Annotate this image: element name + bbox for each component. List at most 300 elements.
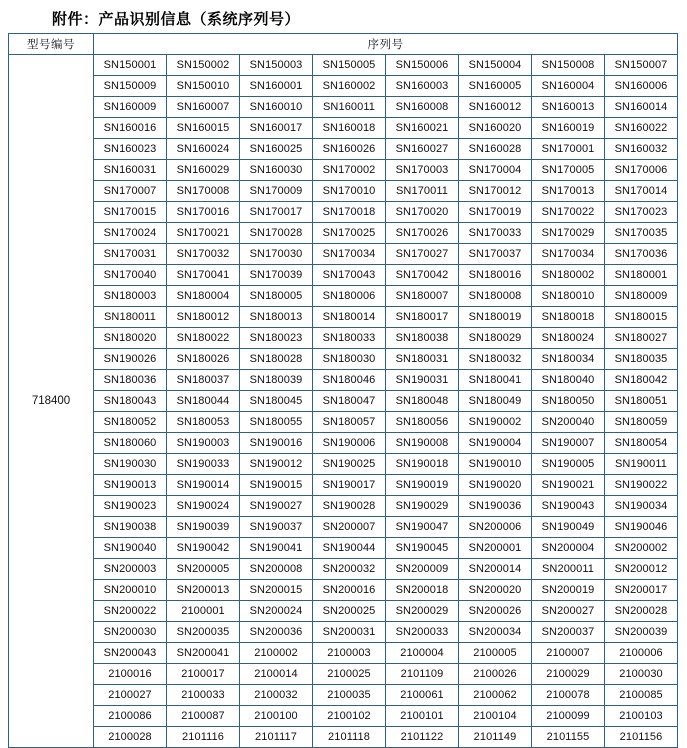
serial-number-cell: SN170012: [459, 181, 532, 202]
serial-number-cell: SN180044: [167, 391, 240, 412]
serial-number-cell: SN180051: [605, 391, 678, 412]
serial-number-cell: SN200014: [459, 559, 532, 580]
serial-number-cell: SN170017: [240, 202, 313, 223]
serial-number-cell: SN170034: [532, 244, 605, 265]
serial-number-cell: SN200011: [532, 559, 605, 580]
serial-number-cell: 2100087: [167, 706, 240, 727]
serial-number-cell: SN170019: [459, 202, 532, 223]
serial-number-cell: SN180016: [459, 265, 532, 286]
serial-number-cell: 2100030: [605, 664, 678, 685]
serial-number-cell: SN160026: [313, 139, 386, 160]
serial-number-cell: SN180038: [386, 328, 459, 349]
serial-number-cell: SN150008: [532, 55, 605, 76]
serial-number-cell: SN190007: [532, 433, 605, 454]
serial-number-cell: SN190049: [532, 517, 605, 538]
table-row: [9, 328, 678, 349]
serial-number-cell: SN160010: [240, 97, 313, 118]
serial-number-cell: 2100004: [386, 643, 459, 664]
serial-number-cell: SN190002: [459, 412, 532, 433]
serial-number-cell: 2101122: [386, 727, 459, 748]
serial-number-cell: SN180055: [240, 412, 313, 433]
serial-number-cell: 2100062: [459, 685, 532, 706]
serial-number-cell: SN190019: [386, 475, 459, 496]
serial-number-cell: SN160008: [386, 97, 459, 118]
serial-number-cell: SN180050: [532, 391, 605, 412]
serial-number-cell: SN200032: [313, 559, 386, 580]
serial-number-cell: SN180003: [94, 286, 167, 307]
serial-number-cell: SN190014: [167, 475, 240, 496]
serial-number-cell: SN190013: [94, 475, 167, 496]
serial-number-cell: 2100101: [386, 706, 459, 727]
serial-number-cell: SN160017: [240, 118, 313, 139]
serial-number-cell: SN170018: [313, 202, 386, 223]
serial-number-cell: SN200016: [313, 580, 386, 601]
serial-number-cell: SN160007: [167, 97, 240, 118]
serial-number-cell: SN200027: [532, 601, 605, 622]
serial-number-cell: SN180056: [386, 412, 459, 433]
serial-number-cell: SN180020: [94, 328, 167, 349]
table-row: [9, 412, 678, 433]
serial-number-cell: 2100017: [167, 664, 240, 685]
serial-number-cell: SN190017: [313, 475, 386, 496]
serial-number-cell: SN170028: [240, 223, 313, 244]
serial-number-cell: SN160015: [167, 118, 240, 139]
table-row: [9, 55, 678, 76]
serial-number-cell: SN160014: [605, 97, 678, 118]
serial-number-cell: SN180040: [532, 370, 605, 391]
serial-number-cell: 2100028: [94, 727, 167, 748]
serial-number-cell: SN200007: [313, 517, 386, 538]
serial-number-cell: SN180052: [94, 412, 167, 433]
serial-number-cell: 2101155: [532, 727, 605, 748]
table-row: [9, 559, 678, 580]
serial-number-cell: SN180043: [94, 391, 167, 412]
serial-number-cell: SN180053: [167, 412, 240, 433]
serial-number-cell: SN170016: [167, 202, 240, 223]
serial-number-cell: SN180046: [313, 370, 386, 391]
table-row: [9, 181, 678, 202]
serial-number-cell: SN180012: [167, 307, 240, 328]
serial-number-cell: SN170008: [167, 181, 240, 202]
serial-number-cell: SN180033: [313, 328, 386, 349]
serial-number-cell: SN180002: [532, 265, 605, 286]
serial-number-cell: 2100016: [94, 664, 167, 685]
serial-number-cell: 2100029: [532, 664, 605, 685]
serial-number-cell: SN180057: [313, 412, 386, 433]
serial-number-cell: SN170036: [605, 244, 678, 265]
table-row: [9, 517, 678, 538]
serial-number-cell: SN180049: [459, 391, 532, 412]
serial-number-cell: SN170021: [167, 223, 240, 244]
serial-number-cell: SN150009: [94, 76, 167, 97]
serial-number-cell: SN170023: [605, 202, 678, 223]
table-row: [9, 202, 678, 223]
serial-number-cell: SN200001: [459, 538, 532, 559]
column-header-serial: 序列号: [94, 34, 678, 55]
serial-number-cell: SN170002: [313, 160, 386, 181]
table-row: [9, 475, 678, 496]
table-header-row: [9, 34, 678, 55]
table-header: [9, 34, 678, 55]
serial-number-cell: SN170003: [386, 160, 459, 181]
serial-number-cell: SN190029: [386, 496, 459, 517]
serial-number-cell: SN200009: [386, 559, 459, 580]
serial-number-cell: 2100102: [313, 706, 386, 727]
serial-number-cell: SN170024: [94, 223, 167, 244]
serial-number-cell: SN200040: [532, 412, 605, 433]
serial-number-cell: SN190040: [94, 538, 167, 559]
serial-number-cell: SN200019: [532, 580, 605, 601]
table-row: [9, 433, 678, 454]
serial-number-cell: SN160003: [386, 76, 459, 97]
serial-number-cell: SN170039: [240, 265, 313, 286]
serial-number-cell: SN190016: [240, 433, 313, 454]
serial-number-cell: SN200037: [532, 622, 605, 643]
serial-number-cell: 2100014: [240, 664, 313, 685]
serial-number-cell: SN160030: [240, 160, 313, 181]
serial-number-cell: SN200008: [240, 559, 313, 580]
column-header-model: 型号编号: [9, 34, 94, 55]
serial-number-cell: SN180018: [532, 307, 605, 328]
serial-number-cell: SN180008: [459, 286, 532, 307]
table-row: [9, 370, 678, 391]
serial-number-cell: SN200013: [167, 580, 240, 601]
serial-number-cell: SN180037: [167, 370, 240, 391]
serial-number-cell: SN200020: [459, 580, 532, 601]
table-row: [9, 244, 678, 265]
serial-number-cell: SN190045: [386, 538, 459, 559]
serial-number-cell: SN170022: [532, 202, 605, 223]
table-row: [9, 601, 678, 622]
serial-number-cell: 2101109: [386, 664, 459, 685]
serial-number-cell: SN170040: [94, 265, 167, 286]
serial-number-cell: SN160021: [386, 118, 459, 139]
serial-number-cell: SN200003: [94, 559, 167, 580]
serial-number-cell: SN160023: [94, 139, 167, 160]
serial-number-cell: SN180042: [605, 370, 678, 391]
serial-number-cell: SN150006: [386, 55, 459, 76]
serial-number-cell: SN160009: [94, 97, 167, 118]
serial-number-cell: SN190022: [605, 475, 678, 496]
serial-number-cell: SN160018: [313, 118, 386, 139]
serial-number-cell: SN170041: [167, 265, 240, 286]
serial-number-cell: 2101116: [167, 727, 240, 748]
serial-number-cell: SN160002: [313, 76, 386, 97]
table-row: [9, 454, 678, 475]
serial-number-cell: SN190047: [386, 517, 459, 538]
serial-number-cell: SN190041: [240, 538, 313, 559]
serial-number-cell: SN170043: [313, 265, 386, 286]
serial-number-cell: SN160024: [167, 139, 240, 160]
serial-number-cell: SN190008: [386, 433, 459, 454]
serial-number-cell: 2100003: [313, 643, 386, 664]
serial-number-cell: SN170010: [313, 181, 386, 202]
serial-number-cell: SN160020: [459, 118, 532, 139]
serial-number-cell: SN180060: [94, 433, 167, 454]
serial-number-cell: SN150003: [240, 55, 313, 76]
serial-number-cell: 2101149: [459, 727, 532, 748]
table-row: [9, 706, 678, 727]
serial-number-cell: SN190026: [94, 349, 167, 370]
serial-number-cell: SN180031: [386, 349, 459, 370]
serial-number-cell: 2100103: [605, 706, 678, 727]
serial-number-cell: SN170007: [94, 181, 167, 202]
serial-number-cell: SN180047: [313, 391, 386, 412]
serial-number-cell: 2100002: [240, 643, 313, 664]
table-row: [9, 391, 678, 412]
serial-number-cell: SN190037: [240, 517, 313, 538]
table-row: [9, 97, 678, 118]
serial-number-cell: SN190028: [313, 496, 386, 517]
serial-number-cell: SN170011: [386, 181, 459, 202]
serial-number-cell: SN180019: [459, 307, 532, 328]
serial-number-cell: 2100001: [167, 601, 240, 622]
serial-number-cell: SN170006: [605, 160, 678, 181]
serial-number-cell: SN180004: [167, 286, 240, 307]
serial-number-cell: SN170031: [94, 244, 167, 265]
table-row: [9, 685, 678, 706]
serial-number-table: [8, 33, 678, 748]
serial-number-cell: SN150007: [605, 55, 678, 76]
serial-number-cell: SN180014: [313, 307, 386, 328]
serial-number-cell: SN170034: [313, 244, 386, 265]
serial-number-cell: SN190024: [167, 496, 240, 517]
serial-number-cell: SN200033: [386, 622, 459, 643]
serial-number-cell: SN170013: [532, 181, 605, 202]
serial-number-cell: SN200030: [94, 622, 167, 643]
serial-number-cell: SN190031: [386, 370, 459, 391]
serial-number-cell: SN180007: [386, 286, 459, 307]
serial-number-cell: SN180036: [94, 370, 167, 391]
serial-number-cell: SN190011: [605, 454, 678, 475]
table-body: [9, 55, 678, 748]
serial-number-cell: SN160013: [532, 97, 605, 118]
serial-number-cell: SN160016: [94, 118, 167, 139]
serial-number-cell: SN190018: [386, 454, 459, 475]
serial-number-cell: SN180011: [94, 307, 167, 328]
table-row: [9, 727, 678, 748]
serial-number-cell: SN190003: [167, 433, 240, 454]
serial-number-cell: SN170030: [240, 244, 313, 265]
serial-number-cell: SN200024: [240, 601, 313, 622]
serial-number-cell: SN170005: [532, 160, 605, 181]
serial-number-cell: SN190020: [459, 475, 532, 496]
serial-number-cell: 2100006: [605, 643, 678, 664]
serial-number-cell: SN200034: [459, 622, 532, 643]
serial-number-cell: SN190043: [532, 496, 605, 517]
serial-number-cell: SN200004: [532, 538, 605, 559]
serial-number-cell: SN190036: [459, 496, 532, 517]
serial-number-cell: SN160027: [386, 139, 459, 160]
serial-number-cell: SN150004: [459, 55, 532, 76]
serial-number-cell: SN170029: [532, 223, 605, 244]
serial-number-cell: 2100085: [605, 685, 678, 706]
serial-number-cell: SN180017: [386, 307, 459, 328]
table-row: [9, 139, 678, 160]
serial-number-cell: SN180024: [532, 328, 605, 349]
serial-number-cell: SN200025: [313, 601, 386, 622]
serial-number-cell: SN150001: [94, 55, 167, 76]
serial-number-cell: SN200015: [240, 580, 313, 601]
serial-number-cell: SN160001: [240, 76, 313, 97]
serial-number-cell: SN170042: [386, 265, 459, 286]
serial-number-cell: 2100027: [94, 685, 167, 706]
serial-number-cell: SN170033: [459, 223, 532, 244]
serial-number-cell: SN150010: [167, 76, 240, 97]
serial-number-cell: 2100005: [459, 643, 532, 664]
table-row: [9, 265, 678, 286]
serial-number-cell: SN170025: [313, 223, 386, 244]
serial-number-cell: SN160022: [605, 118, 678, 139]
serial-number-cell: SN180027: [605, 328, 678, 349]
serial-number-cell: SN180006: [313, 286, 386, 307]
serial-number-cell: 2100033: [167, 685, 240, 706]
serial-number-cell: SN170015: [94, 202, 167, 223]
serial-number-cell: SN190027: [240, 496, 313, 517]
serial-number-cell: SN160032: [605, 139, 678, 160]
serial-number-cell: SN150005: [313, 55, 386, 76]
serial-number-cell: SN160005: [459, 76, 532, 97]
serial-number-cell: SN180034: [532, 349, 605, 370]
serial-number-cell: SN190012: [240, 454, 313, 475]
serial-number-cell: SN190025: [313, 454, 386, 475]
table-row: [9, 118, 678, 139]
serial-number-cell: SN160029: [167, 160, 240, 181]
serial-number-cell: SN180023: [240, 328, 313, 349]
serial-number-cell: SN170037: [459, 244, 532, 265]
table-row: [9, 496, 678, 517]
serial-number-cell: 2100061: [386, 685, 459, 706]
serial-number-cell: SN180028: [240, 349, 313, 370]
serial-number-cell: SN170035: [605, 223, 678, 244]
serial-number-cell: SN180054: [605, 433, 678, 454]
serial-number-cell: SN180022: [167, 328, 240, 349]
serial-number-cell: SN190044: [313, 538, 386, 559]
serial-number-cell: SN180030: [313, 349, 386, 370]
serial-number-cell: SN190005: [532, 454, 605, 475]
serial-number-cell: SN180045: [240, 391, 313, 412]
serial-number-cell: 2100100: [240, 706, 313, 727]
table-row: [9, 76, 678, 97]
table-row: [9, 538, 678, 559]
serial-number-cell: SN200039: [605, 622, 678, 643]
serial-number-cell: 2100099: [532, 706, 605, 727]
serial-number-cell: SN170004: [459, 160, 532, 181]
serial-number-cell: SN200031: [313, 622, 386, 643]
serial-number-cell: SN160028: [459, 139, 532, 160]
model-number-cell: 718400: [9, 55, 94, 748]
table-row: [9, 160, 678, 181]
serial-number-cell: SN170026: [386, 223, 459, 244]
serial-number-cell: SN200006: [459, 517, 532, 538]
table-row: [9, 349, 678, 370]
serial-number-cell: 2100025: [313, 664, 386, 685]
serial-number-cell: SN160031: [94, 160, 167, 181]
serial-number-cell: SN160004: [532, 76, 605, 97]
serial-number-cell: SN190006: [313, 433, 386, 454]
serial-number-cell: SN190023: [94, 496, 167, 517]
serial-number-cell: 2101156: [605, 727, 678, 748]
serial-number-cell: 2101118: [313, 727, 386, 748]
serial-number-cell: 2100032: [240, 685, 313, 706]
serial-number-cell: SN160012: [459, 97, 532, 118]
serial-number-cell: SN200043: [94, 643, 167, 664]
table-row: [9, 223, 678, 244]
serial-number-cell: SN190004: [459, 433, 532, 454]
serial-number-cell: SN180015: [605, 307, 678, 328]
serial-number-table-wrap: [8, 33, 678, 748]
serial-number-cell: SN200022: [94, 601, 167, 622]
serial-number-cell: SN150002: [167, 55, 240, 76]
serial-number-cell: SN200029: [386, 601, 459, 622]
serial-number-cell: SN180041: [459, 370, 532, 391]
serial-number-cell: SN180029: [459, 328, 532, 349]
serial-number-cell: SN200036: [240, 622, 313, 643]
serial-number-cell: SN200028: [605, 601, 678, 622]
serial-number-cell: SN180048: [386, 391, 459, 412]
serial-number-cell: 2100086: [94, 706, 167, 727]
serial-number-cell: SN180013: [240, 307, 313, 328]
serial-number-cell: SN180059: [605, 412, 678, 433]
serial-number-cell: SN190021: [532, 475, 605, 496]
serial-number-cell: SN200017: [605, 580, 678, 601]
serial-number-cell: 2101117: [240, 727, 313, 748]
serial-number-cell: SN170001: [532, 139, 605, 160]
serial-number-cell: SN170032: [167, 244, 240, 265]
serial-number-cell: SN190030: [94, 454, 167, 475]
serial-number-cell: SN160011: [313, 97, 386, 118]
serial-number-cell: 2100035: [313, 685, 386, 706]
serial-number-cell: SN180035: [605, 349, 678, 370]
serial-number-cell: SN200026: [459, 601, 532, 622]
serial-number-cell: SN180039: [240, 370, 313, 391]
serial-number-cell: SN180005: [240, 286, 313, 307]
table-row: [9, 643, 678, 664]
serial-number-cell: SN200018: [386, 580, 459, 601]
serial-number-cell: SN160019: [532, 118, 605, 139]
serial-number-cell: SN190046: [605, 517, 678, 538]
table-row: [9, 664, 678, 685]
table-row: [9, 580, 678, 601]
serial-number-cell: SN160006: [605, 76, 678, 97]
serial-number-cell: SN200035: [167, 622, 240, 643]
serial-number-cell: 2100104: [459, 706, 532, 727]
serial-number-cell: SN180009: [605, 286, 678, 307]
serial-number-cell: SN180001: [605, 265, 678, 286]
serial-number-cell: SN200005: [167, 559, 240, 580]
table-row: [9, 622, 678, 643]
serial-number-cell: SN190010: [459, 454, 532, 475]
serial-number-cell: SN190042: [167, 538, 240, 559]
serial-number-cell: SN180010: [532, 286, 605, 307]
serial-number-cell: SN200041: [167, 643, 240, 664]
serial-number-cell: SN200002: [605, 538, 678, 559]
serial-number-cell: SN160025: [240, 139, 313, 160]
serial-number-cell: SN170027: [386, 244, 459, 265]
serial-number-cell: SN190033: [167, 454, 240, 475]
serial-number-cell: SN170009: [240, 181, 313, 202]
serial-number-cell: 2100078: [532, 685, 605, 706]
table-row: [9, 307, 678, 328]
table-row: [9, 286, 678, 307]
serial-number-cell: SN190039: [167, 517, 240, 538]
serial-number-cell: SN190038: [94, 517, 167, 538]
serial-number-cell: SN170014: [605, 181, 678, 202]
page-title: 附件：产品识别信息（系统序列号）: [52, 10, 301, 28]
serial-number-cell: SN190015: [240, 475, 313, 496]
serial-number-cell: SN180032: [459, 349, 532, 370]
serial-number-cell: SN170020: [386, 202, 459, 223]
